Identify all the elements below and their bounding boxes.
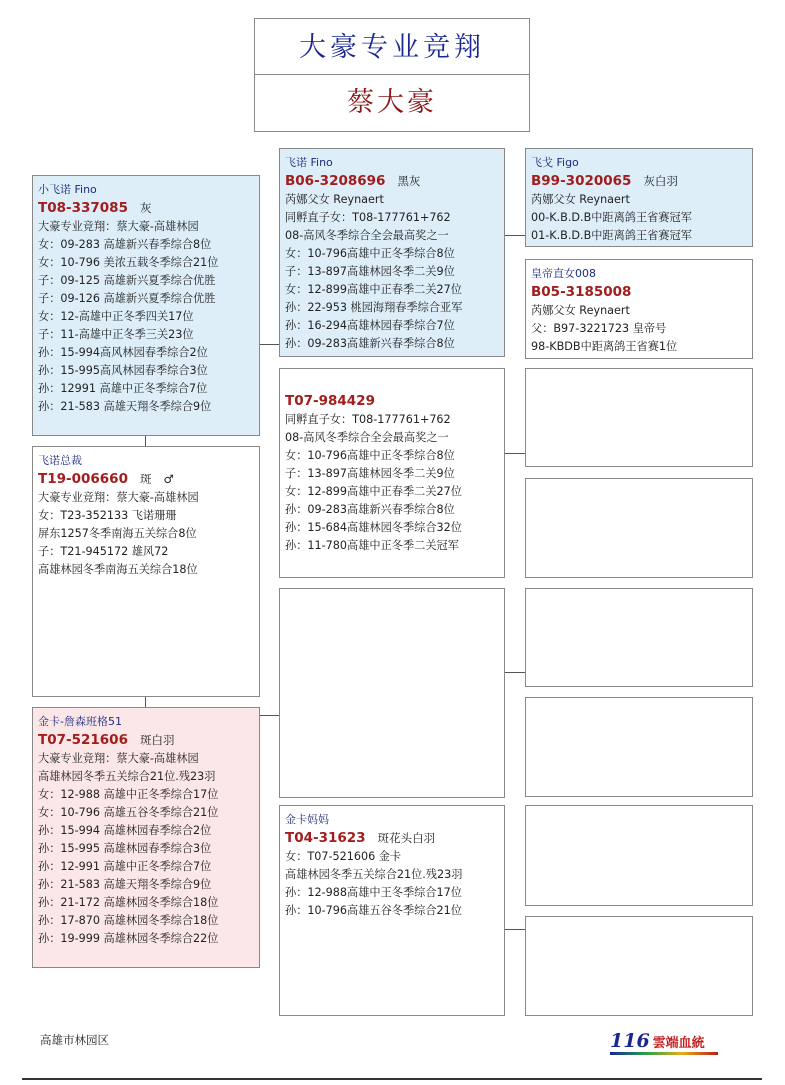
subject-name: 飞诺总裁: [38, 454, 82, 467]
dam-dam-line: 女：T07-521606 金卡: [285, 850, 402, 863]
great-grandparent-card[interactable]: [525, 148, 753, 247]
dam-line: 孙：12-991 高雄中正冬季综合7位: [38, 860, 212, 873]
dam-ring-number: T07-521606: [38, 732, 128, 748]
sire-sire-line: 孙：22-953 桃园海翔春季综合亚军: [285, 301, 463, 314]
sire-dam-line: 孙：15-684高雄林园冬季综合32位: [285, 521, 462, 534]
sire-color: 灰: [139, 201, 152, 215]
sire-dam-line: 女：10-796高雄中正冬季综合8位: [285, 449, 455, 462]
sire-sire-card[interactable]: [279, 148, 505, 357]
ggp-line: 芮娜父女 Reynaert: [531, 193, 630, 206]
sire-sire-line: 孙：16-294高雄林园春季综合7位: [285, 319, 455, 332]
dam-dam-card[interactable]: [279, 805, 505, 1016]
ggp-line: 00-K.B.D.B中距离鸽王省赛冠军: [531, 211, 692, 224]
dam-line: 女：10-796 高雄五谷冬季综合21位: [38, 806, 219, 819]
sire-line: 孙：15-995高风林园春季综合3位: [38, 364, 208, 377]
sire-sire-line: 女：12-899高雄中正春季二关27位: [285, 283, 462, 296]
dam-dam-color: 斑花头白羽: [377, 831, 436, 845]
connector-line: [259, 344, 279, 345]
great-grandparent-card-empty[interactable]: [525, 697, 753, 797]
subject-ring-number: T19-006660: [38, 471, 128, 487]
sire-line: 女：09-283 高雄新兴春季综合8位: [38, 238, 212, 251]
sire-dam-name: [285, 374, 504, 392]
dam-dam-line: 孙：10-796高雄五谷冬季综合21位: [285, 904, 462, 917]
owner-name: 蔡大豪: [347, 87, 437, 118]
ggp-name: 飞戈 Figo: [531, 156, 579, 169]
sire-line: 子：09-126 高雄新兴夏季综合优胜: [38, 292, 216, 305]
dam-line: 孙：19-999 高雄林园冬季综合22位: [38, 932, 219, 945]
dam-line: 高雄林园冬季五关综合21位.残23羽: [38, 770, 216, 783]
sire-sire-line: 子：13-897高雄林园冬季二关9位: [285, 265, 455, 278]
dam-dam-line: 高雄林园冬季五关综合21位.残23羽: [285, 868, 463, 881]
male-sex-icon: ♂: [163, 472, 174, 486]
subject-line: 子：T21-945172 雄风72: [38, 545, 169, 558]
great-grandparent-card-empty[interactable]: [525, 478, 753, 578]
ggp-color: 灰白羽: [643, 174, 678, 188]
ggp-ring-number: B05-3185008: [531, 284, 632, 300]
sire-sire-line: 同孵直子女：T08-177761+762: [285, 211, 451, 224]
logo-number: 116: [610, 1030, 650, 1052]
ggp-name: 皇帝直女008: [531, 267, 596, 280]
great-grandparent-card-empty[interactable]: [525, 916, 753, 1016]
loft-title: 大豪专业竞翔: [255, 19, 529, 75]
connector-line: [504, 235, 525, 236]
dam-dam-line: 孙：12-988高雄中王冬季综合17位: [285, 886, 462, 899]
sire-dam-ring-number: T07-984429: [285, 393, 375, 409]
ggp-line: 01-K.B.D.B中距离鸽王省赛冠军: [531, 229, 692, 242]
sire-sire-color: 黑灰: [397, 174, 421, 188]
sire-ring-number: T08-337085: [38, 200, 128, 216]
connector-line: [504, 929, 525, 930]
footer-divider: [22, 1078, 762, 1080]
logo-text: 雲端血統: [652, 1036, 705, 1051]
sire-sire-line: 孙：09-283高雄新兴春季综合8位: [285, 337, 455, 350]
sire-dam-line: 08-高风冬季综合全会最高奖之一: [285, 431, 449, 444]
dam-sire-card[interactable]: [279, 588, 505, 798]
connector-line: [259, 715, 279, 716]
sire-sire-line: 女：10-796高雄中正冬季综合8位: [285, 247, 455, 260]
site-logo[interactable]: [610, 1030, 705, 1056]
connector-line: [504, 453, 525, 454]
dam-line: 女：12-988 高雄中正冬季综合17位: [38, 788, 219, 801]
dam-line: 孙：15-994 高雄林园春季综合2位: [38, 824, 212, 837]
great-grandparent-card-empty[interactable]: [525, 368, 753, 467]
sire-sire-line: 芮娜父女 Reynaert: [285, 193, 384, 206]
dam-dam-ring-number: T04-31623: [285, 830, 366, 846]
sire-line: 孙：15-994高风林园春季综合2位: [38, 346, 208, 359]
great-grandparent-card-empty[interactable]: [525, 588, 753, 687]
dam-card[interactable]: [32, 707, 260, 968]
ggp-line: 98-KBDB中距离鸽王省赛1位: [531, 340, 678, 353]
dam-line: 大豪专业竞翔：蔡大豪-高雄林园: [38, 752, 199, 765]
ggp-line: 父：B97-3221723 皇帝号: [531, 322, 667, 335]
sire-dam-card[interactable]: [279, 368, 505, 578]
subject-card[interactable]: [32, 446, 260, 697]
ggp-ring-number: B99-3020065: [531, 173, 632, 189]
logo-underline: [610, 1052, 718, 1055]
connector-line: [145, 436, 146, 446]
sire-line: 子：11-高雄中正冬季三关23位: [38, 328, 194, 341]
sire-line: 大豪专业竞翔：蔡大豪-高雄林园: [38, 220, 199, 233]
sire-dam-line: 孙：09-283高雄新兴春季综合8位: [285, 503, 455, 516]
dam-dam-name: 金卡妈妈: [285, 813, 329, 826]
sire-name: 小飞诺 Fino: [38, 183, 97, 196]
sire-dam-line: 同孵直子女：T08-177761+762: [285, 413, 451, 426]
great-grandparent-card[interactable]: [525, 259, 753, 359]
great-grandparent-card-empty[interactable]: [525, 805, 753, 906]
dam-line: 孙：17-870 高雄林园冬季综合18位: [38, 914, 219, 927]
sire-dam-line: 女：12-899高雄中正春季二关27位: [285, 485, 462, 498]
dam-line: 孙：15-995 高雄林园春季综合3位: [38, 842, 212, 855]
sire-dam-line: 孙：11-780高雄中正冬季二关冠军: [285, 539, 459, 552]
subject-line: 高雄林园冬季南海五关综合18位: [38, 563, 198, 576]
sire-sire-ring-number: B06-3208696: [285, 173, 386, 189]
sire-card[interactable]: [32, 175, 260, 436]
pedigree-title-box: [254, 18, 530, 132]
subject-color: 斑: [139, 472, 152, 486]
sire-sire-line: 08-高风冬季综合全会最高奖之一: [285, 229, 449, 242]
subject-line: 屏东1257冬季南海五关综合8位: [38, 527, 197, 540]
subject-line: 大豪专业竞翔：蔡大豪-高雄林园: [38, 491, 199, 504]
connector-line: [145, 697, 146, 707]
sire-dam-line: 子：13-897高雄林园冬季二关9位: [285, 467, 455, 480]
sire-line: 孙：12991 高雄中正冬季综合7位: [38, 382, 208, 395]
sire-sire-name: 飞诺 Fino: [285, 156, 333, 169]
sire-line: 子：09-125 高雄新兴夏季综合优胜: [38, 274, 216, 287]
dam-name: 金卡-詹森班格51: [38, 715, 122, 728]
subject-line: 女：T23-352133 飞诺珊珊: [38, 509, 177, 522]
dam-color: 斑白羽: [139, 733, 175, 747]
dam-line: 孙：21-172 高雄林园冬季综合18位: [38, 896, 219, 909]
sire-line: 女：10-796 美浓五载冬季综合21位: [38, 256, 219, 269]
sire-line: 女：12-高雄中正冬季四关17位: [38, 310, 194, 323]
location-label: 高雄市林园区: [40, 1033, 109, 1047]
connector-line: [504, 672, 525, 673]
sire-line: 孙：21-583 高雄天翔冬季综合9位: [38, 400, 212, 413]
ggp-line: 芮娜父女 Reynaert: [531, 304, 630, 317]
dam-line: 孙：21-583 高雄天翔冬季综合9位: [38, 878, 212, 891]
